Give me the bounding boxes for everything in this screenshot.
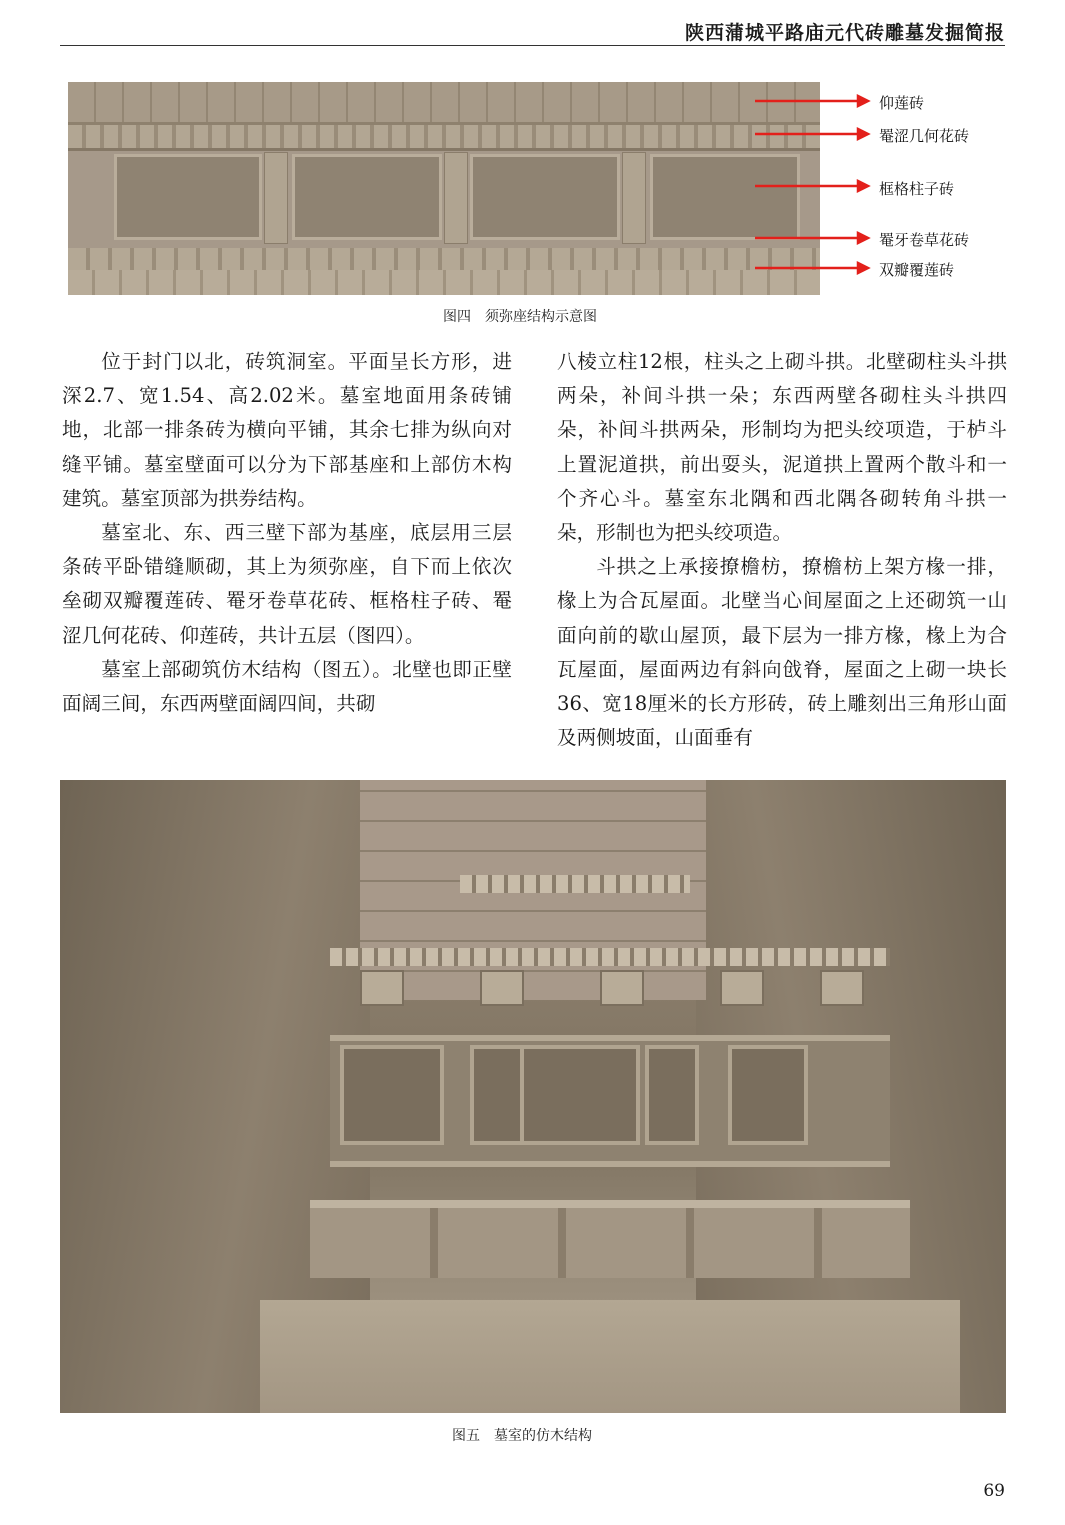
carved-panel <box>645 1045 699 1145</box>
sumeru-base <box>310 1200 910 1278</box>
page-number: 69 <box>983 1481 1005 1501</box>
carved-panel <box>728 1045 808 1145</box>
paragraph: 八棱立柱12根，柱头之上砌斗拱。北壁砌柱头斗拱两朵，补间斗拱一朵；东西两壁各砌柱头斗拱四朵，补间斗拱两朵，形制均为把头绞项造，于栌斗上置泥道拱，前出耍头，泥道拱上置两个散斗和一个齐心斗。墓室东北隅和西北隅各砌转角斗拱一朵，形制也为把头绞项造。 <box>557 350 1007 545</box>
paragraph: 墓室北、东、西三壁下部为基座，底层用三层条砖平卧错缝顺砌，其上为须弥座，自下而上依次垒砌双瓣覆莲砖、罨牙卷草花砖、框格柱子砖、罨涩几何花砖、仰莲砖，共计五层（图四）。 <box>62 521 512 647</box>
arrow-head <box>858 129 868 139</box>
label-upturned-lotus-brick: 仰莲砖 <box>879 94 925 112</box>
left-column <box>62 345 512 721</box>
paragraph: 斗拱之上承接撩檐枋，撩檐枋上架方椽一排，椽上为合瓦屋面。北壁当心间屋面之上还砌筑一山面向前的歇山屋顶，最下层为一排方椽，椽上为合瓦屋面，屋面两边有斜向戗脊，屋面之上砌一块长36、宽18厘米的长方形砖，砖上雕刻出三角形山面及两侧坡面，山面垂有 <box>557 555 1007 750</box>
carved-panel-figures <box>520 1045 640 1145</box>
figure-5-caption: 图五 墓室的仿木结构 <box>452 1428 592 1444</box>
figure-5-photo <box>60 780 1006 1413</box>
dougong-bracket <box>600 970 644 1006</box>
arrow-head <box>858 181 868 191</box>
gable-roof-eave <box>460 875 690 893</box>
label-geometric-flower-brick: 罨涩几何花砖 <box>879 127 970 145</box>
arrow-head <box>858 263 868 273</box>
arrow-head <box>858 96 868 106</box>
dougong-bracket <box>720 970 764 1006</box>
dougong-bracket <box>480 970 524 1006</box>
label-double-petal-lotus-brick: 双瓣覆莲砖 <box>879 261 955 279</box>
arrow-head <box>858 233 868 243</box>
paragraph: 墓室上部砌筑仿木结构（图五）。北壁也即正壁面阔三间，东西两壁面阔四间，共砌 <box>62 657 512 716</box>
right-column <box>557 345 1007 755</box>
paragraph: 位于封门以北，砖筑洞室。平面呈长方形，进深2.7、宽1.54、高2.02米。墓室地面用条砖铺地，北部一排条砖为横向平铺，其余七排为纵向对缝平铺。墓室壁面可以分为下部基座和上部仿木构建筑。墓室顶部为拱券结构。 <box>62 350 512 510</box>
chamber-floor <box>260 1300 960 1413</box>
running-header: 陕西蒲城平路庙元代砖雕墓发掘简报 <box>684 22 1005 44</box>
carved-panel <box>340 1045 444 1145</box>
main-eave <box>330 948 890 966</box>
label-framed-pillar-brick: 框格柱子砖 <box>879 180 955 198</box>
dougong-bracket <box>360 970 404 1006</box>
figure-4-caption: 图四 须弥座结构示意图 <box>443 309 597 325</box>
figure-4-arrows <box>0 0 1065 330</box>
label-scroll-grass-brick: 罨牙卷草花砖 <box>879 231 970 249</box>
dougong-bracket <box>820 970 864 1006</box>
